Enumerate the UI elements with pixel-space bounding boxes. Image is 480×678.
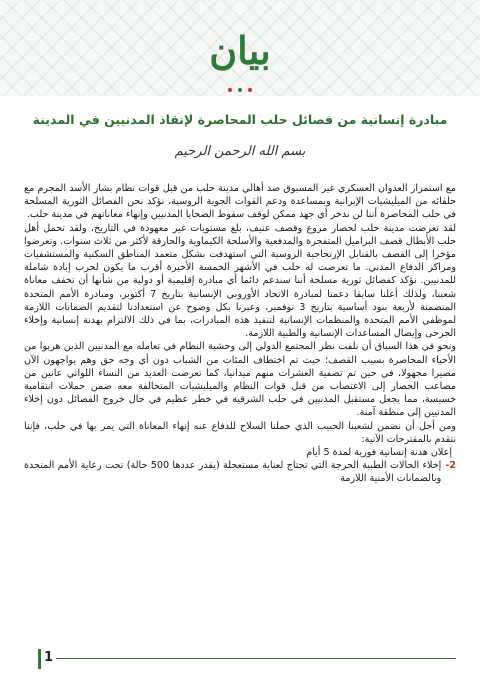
footer-divider [56,658,456,659]
bayan-logo: بيان [209,27,271,73]
paragraph: لقد تعرضت مدينة حلب لحصار مروع وقصف عنيف، بلغ مستويات غير معهودة في التاريخ، ولقد تحمل أهل حلب الأبطال قصف البراميل المتفجرة والمدفعية والأسلحة الكيماوية والحارقة لأكثر من ثلاث سنوات. وتعرضوا مؤخرا إلى القصف بالقنابل الإرتجاجية الروسية التي استهدفت بشكل متعمد المناطق السكنية والمستشفيات ومراكز الدفاع المدني. ما تعرضت له حلب في الأشهر الخمسة الأخيرة أقرب ما يكون لحرب إبادة شاملة للمدنيين. نؤكد كفصائل ثورية مسلحة أننا سندعم دائما أي مبادرة إقليمية أو دولية من شأنها أن تخفف معاناة شعبنا، ولذلك أعلنا سابقا دعمنا لمبادرة الاتحاد الأوروبي الإنسانية بتاريخ 7 أكتوبر، ومبادرة الأمم المتحدة المتضمنة لأربعة بنود أساسية بتاريخ 3 نوفمبر، وعبرنا بكل وضوح عن استعدادنا لتقديم الضمانات اللازمة لموظفي الأمم المتحدة والمنظمات الإنسانية لتنفيذ هذه المبادرات، بما في ذلك الالتزام بهدنة إنسانية وإخلاء الجرحى وإيصال المساعدات الإنسانية والطبية اللازمة. [24,222,456,340]
logo-dots [228,88,252,92]
list-item-number: 2- [445,460,456,472]
list-item [24,459,456,485]
list-item-text: إخلاء الحالات الطبية الحرجة التي تحتاج لعناية مستعجلة (يقدر عددها 500 حالة) تحت رعاية الأمم المتحدة وبالضمانات الأمنية اللازمة [24,460,442,485]
page-number: 1 [44,650,54,665]
list-item [24,446,456,459]
dot-icon [228,88,232,92]
paragraph: ونحو في هذا السياق أن نلفت نظر المجتمع الدولي إلى وحشية النظام في تعامله مع المدنيين الذين هربوا من الأحياء المحاصرة بسبب القصف؛ حيث تم اختطاف المئات من الشباب دون أي وجه حق وهم يواجهون الآن مصيرا مجهولا، في حين تم تصفية العشرات منهم ميدانيا، كما تعرضت العديد من النساء اللواتي عانين من مصاعب الحصار إلى الاغتصاب من قبل قوات النظام والميليشيات المتحالفة معه ضمن حملات انتقامية خسيسة، مما يجعل مستقبل المدنيين في حلب الشرقية في خطر عظيم في حال خروج الفصائل دون إخلاء المدنيين إلى منطقة آمنة. [24,341,456,419]
document-title: مبادرة إنسانية من فصائل حلب المحاصرة لإنقاذ المدنيين في المدينة [32,112,448,127]
paragraph: مع استمرار العدوان العسكري غير المسبوق ضد أهالي مدينة حلب من قبل قوات نظام بشار الأسد المجرم مع حلفائه من الميليشيات الإيرانية وبمساعدة ودعم القوات الجوية الروسية، نؤكد نحن الفصائل الثورية المسلحة في حلب المحاصرة أننا لن ندخر أي جهد ممكن لوقف سقوط الضحايا المدنيين وإنهاء معاناتهم في مدينة حلب. [24,183,456,221]
list-item-text: إعلان هدنة إنسانية فورية لمدة 5 أيام [306,447,452,459]
proposals-list [24,446,456,486]
paragraph: ومن أجل أن نضمن لشعبنا الحبيب الذي حملنا السلاح للدفاع عنه إنهاء المعاناة التي يمر بها في حلب، فإننا نتقدم بالمقترحات الآتية: [24,420,456,445]
basmala: بسم الله الرحمن الرحيم [174,144,306,159]
dot-icon [248,88,252,92]
page-number-marker [38,649,41,669]
dot-icon [238,88,242,92]
document-body [24,182,456,486]
